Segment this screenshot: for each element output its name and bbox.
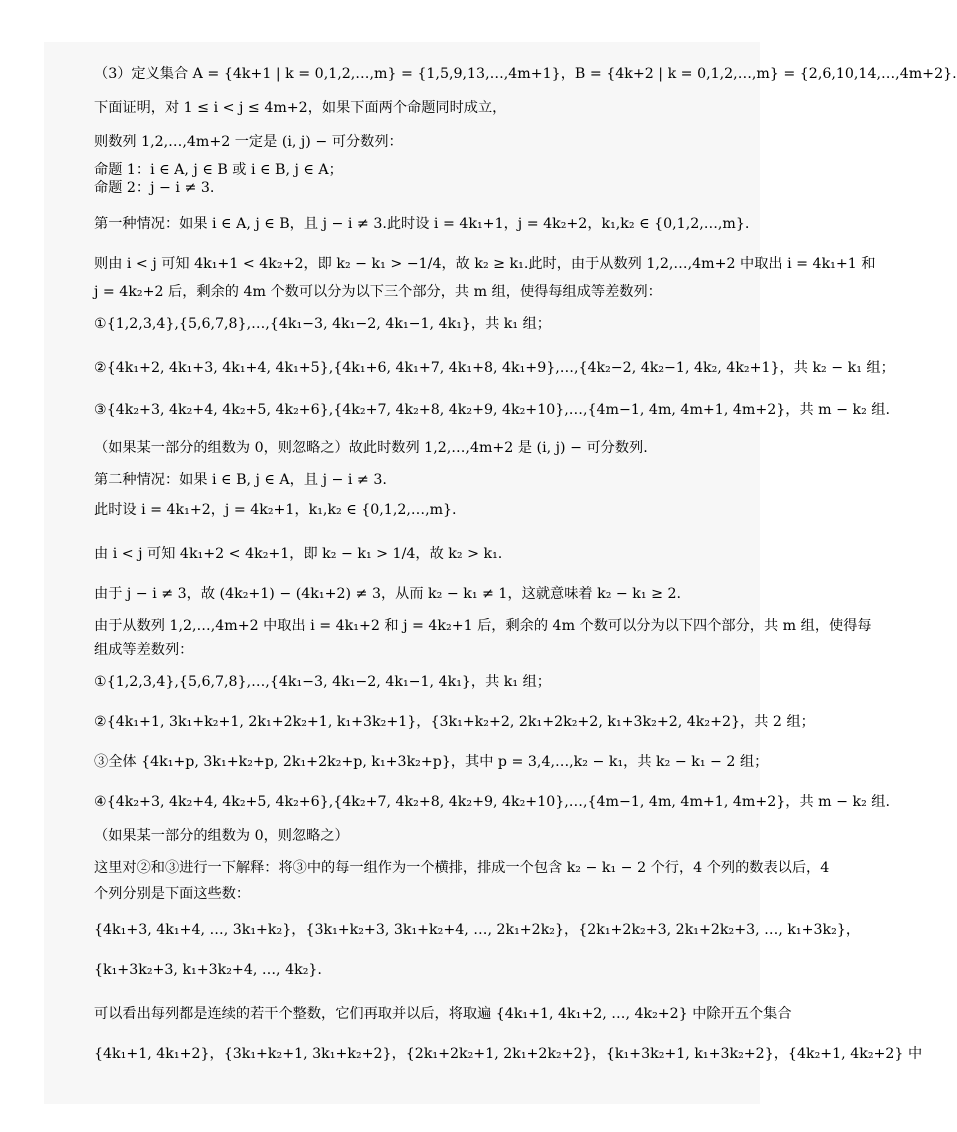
text-line: ①{1,2,3,4},{5,6,7,8},…,{4k₁−3, 4k₁−2, 4k₁−1, 4k₁}，共 k₁ 组； xyxy=(94,674,551,690)
text-line: 组成等差数列： xyxy=(94,642,194,658)
text-line: {4k₁+1, 4k₁+2}，{3k₁+k₂+1, 3k₁+k₂+2}，{2k₁+2k₂+1, 2k₁+2k₂+2}，{k₁+3k₂+1, k₁+3k₂+2}，{4k₂+1, 4k₂+2} 中 xyxy=(94,1046,923,1062)
text-line: 第二种情况：如果 i ∈ B, j ∈ A，且 j − i ≠ 3. xyxy=(94,472,387,488)
text-line: 第一种情况：如果 i ∈ A, j ∈ B，且 j − i ≠ 3.此时设 i = 4k₁+1，j = 4k₂+2，k₁,k₂ ∈ {0,1,2,…,m}. xyxy=(94,216,750,232)
text-line: 由于从数列 1,2,…,4m+2 中取出 i = 4k₁+2 和 j = 4k₂+1 后，剩余的 4m 个数可以分为以下四个部分，共 m 组，使得每 xyxy=(94,618,872,634)
text-line: （如果某一部分的组数为 0，则忽略之） xyxy=(94,828,349,844)
text-line: 下面证明，对 1 ≤ i < j ≤ 4m+2，如果下面两个命题同时成立， xyxy=(94,100,507,116)
text-line: 此时设 i = 4k₁+2，j = 4k₂+1，k₁,k₂ ∈ {0,1,2,…,m}. xyxy=(94,502,457,518)
text-line: 则由 i < j 可知 4k₁+1 < 4k₂+2，即 k₂ − k₁ > −1/4，故 k₂ ≥ k₁.此时，由于从数列 1,2,…,4m+2 中取出 i = 4k₁+1 和 xyxy=(94,256,876,272)
text-line: （如果某一部分的组数为 0，则忽略之）故此时数列 1,2,…,4m+2 是 (i, j) − 可分数列. xyxy=(94,440,648,456)
text-line: 由于 j − i ≠ 3，故 (4k₂+1) − (4k₁+2) ≠ 3，从而 k₂ − k₁ ≠ 1，这就意味着 k₂ − k₁ ≥ 2. xyxy=(94,586,682,602)
text-line: j = 4k₂+2 后，剩余的 4m 个数可以分为以下三个部分，共 m 组，使得每组成等差数列： xyxy=(94,284,662,300)
text-line: ③{4k₂+3, 4k₂+4, 4k₂+5, 4k₂+6},{4k₂+7, 4k₂+8, 4k₂+9, 4k₂+10},…,{4m−1, 4m, 4m+1, 4m+2}，共 m − k₂ 组. xyxy=(94,402,890,418)
text-line: （3）定义集合 A = {4k+1 | k = 0,1,2,…,m} = {1,5,9,13,…,4m+1}，B = {4k+2 | k = 0,1,2,…,m} = {2,6,10,14,…,4m+2}. xyxy=(94,66,957,82)
text-line: 命题 2：j − i ≠ 3. xyxy=(94,180,215,196)
text-line: 则数列 1,2,…,4m+2 一定是 (i, j) − 可分数列： xyxy=(94,134,403,150)
text-line: {4k₁+3, 4k₁+4, …, 3k₁+k₂}，{3k₁+k₂+3, 3k₁+k₂+4, …, 2k₁+2k₂}，{2k₁+2k₂+3, 2k₁+2k₂+3, …, k₁+3k₂}， xyxy=(94,922,861,938)
text-line: 个列分别是下面这些数： xyxy=(94,886,251,902)
text-line: {k₁+3k₂+3, k₁+3k₂+4, …, 4k₂}. xyxy=(94,962,322,978)
text-line: 由 i < j 可知 4k₁+2 < 4k₂+1，即 k₂ − k₁ > 1/4，故 k₂ > k₁. xyxy=(94,546,503,562)
text-line: ②{4k₁+1, 3k₁+k₂+1, 2k₁+2k₂+1, k₁+3k₂+1}，{3k₁+k₂+2, 2k₁+2k₂+2, k₁+3k₂+2, 4k₂+2}，共 2 组； xyxy=(94,714,815,730)
text-line: ③全体 {4k₁+p, 3k₁+k₂+p, 2k₁+2k₂+p, k₁+3k₂+p}，其中 p = 3,4,…,k₂ − k₁，共 k₂ − k₁ − 2 组； xyxy=(94,754,769,770)
text-line: ④{4k₂+3, 4k₂+4, 4k₂+5, 4k₂+6},{4k₂+7, 4k₂+8, 4k₂+9, 4k₂+10},…,{4m−1, 4m, 4m+1, 4m+2}，共 m − k₂ 组. xyxy=(94,794,890,810)
text-line: 可以看出每列都是连续的若干个整数，它们再取并以后，将取遍 {4k₁+1, 4k₁+2, …, 4k₂+2} 中除开五个集合 xyxy=(94,1006,792,1022)
text-line: ②{4k₁+2, 4k₁+3, 4k₁+4, 4k₁+5},{4k₁+6, 4k₁+7, 4k₁+8, 4k₁+9},…,{4k₂−2, 4k₂−1, 4k₂, 4k₂+1}，共 k₂ − k₁ 组； xyxy=(94,360,895,376)
text-line: 这里对②和③进行一下解释：将③中的每一组作为一个横排，排成一个包含 k₂ − k₁ − 2 个行，4 个列的数表以后，4 xyxy=(94,860,830,876)
document-page xyxy=(44,42,957,1104)
text-line: 命题 1：i ∈ A, j ∈ B 或 i ∈ B, j ∈ A； xyxy=(94,162,343,178)
text-line: ①{1,2,3,4},{5,6,7,8},…,{4k₁−3, 4k₁−2, 4k₁−1, 4k₁}，共 k₁ 组； xyxy=(94,316,551,332)
